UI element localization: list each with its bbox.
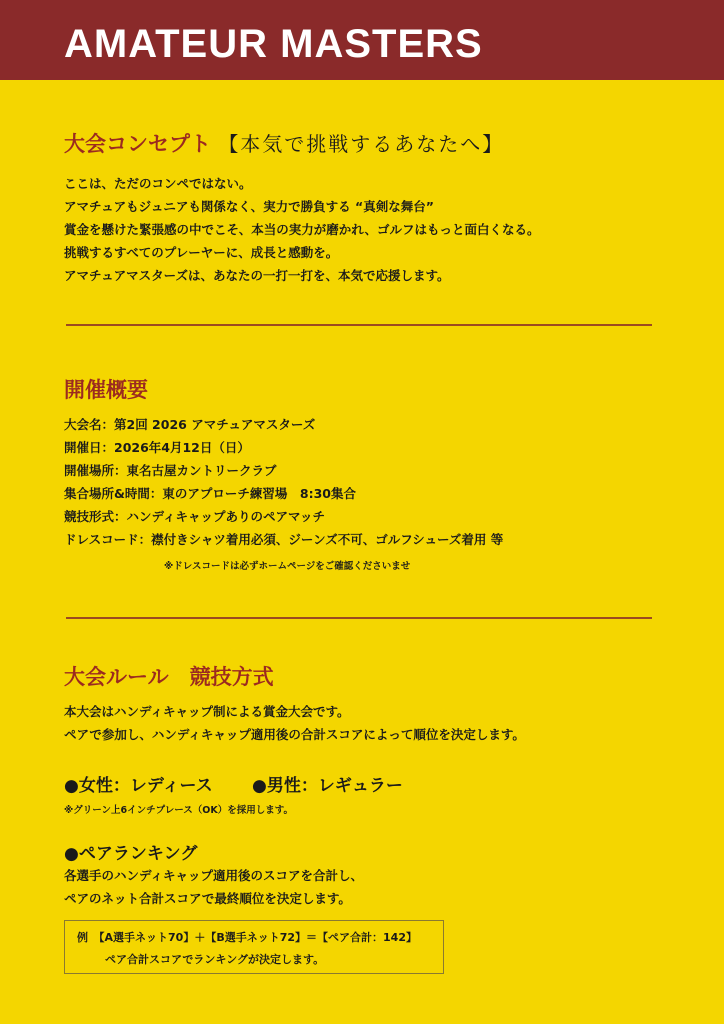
concept-line: アマチュアもジュニアも関係なく、実力で勝負する “真剣な舞台” xyxy=(64,199,434,214)
concept-line: アマチュアマスターズは、あなたの一打一打を、本気で応援します。 xyxy=(64,268,450,283)
tees-men: ●男性：レギュラー xyxy=(252,776,403,796)
overview-line: 大会名：第2回 2026 アマチュアマスターズ xyxy=(64,417,316,432)
ranking-line: 各選手のハンディキャップ適用後のスコアを合計し、 xyxy=(64,868,364,883)
section-divider xyxy=(66,617,652,619)
concept-title: 大会コンセプト xyxy=(64,132,211,156)
example-box xyxy=(64,920,444,974)
rules-line: ペアで参加し、ハンディキャップ適用後の合計スコアによって順位を決定します。 xyxy=(64,727,525,742)
example-line: 例 【A選手ネット70】＋【B選手ネット72】＝【ペア合計：142】 xyxy=(77,931,417,944)
ranking-title: ●ペアランキング xyxy=(64,844,198,864)
rules-title: 大会ルール 競技方式 xyxy=(64,665,274,689)
example-line: ペア合計スコアでランキングが決定します。 xyxy=(105,953,325,966)
rules-intro xyxy=(64,700,525,746)
overview-title: 開催概要 xyxy=(64,378,148,402)
overview-line: 競技形式：ハンディキャップありのペアマッチ xyxy=(64,509,326,524)
header-banner xyxy=(0,0,724,80)
concept-heading xyxy=(64,130,504,158)
rules-line: 本大会はハンディキャップ制による賞金大会です。 xyxy=(64,704,350,719)
concept-text xyxy=(64,172,540,287)
concept-line: ここは、ただのコンペではない。 xyxy=(64,176,252,191)
overview-line: ドレスコード：襟付きシャツ着用必須、ジーンズ不可、ゴルフシューズ着用 等 xyxy=(64,532,504,547)
ranking-text xyxy=(64,864,363,910)
tees-women: ●女性：レディース xyxy=(64,776,213,796)
overview-line: 開催場所：東名古屋カントリークラブ xyxy=(64,463,277,478)
concept-line: 賞金を懸けた緊張感の中でこそ、本当の実力が磨かれ、ゴルフはもっと面白くなる。 xyxy=(64,222,540,237)
overview-line: 集合場所&時間：東のアプローチ練習場 8:30集合 xyxy=(64,486,356,501)
overview-details xyxy=(64,413,503,551)
section-divider xyxy=(66,324,652,326)
concept-line: 挑戦するすべてのプレーヤーに、成長と感動を。 xyxy=(64,245,339,260)
tees-note: ※グリーン上6インチプレース（OK）を採用します。 xyxy=(64,805,293,816)
page-title: AMATEUR MASTERS xyxy=(64,22,483,66)
dress-code-note: ※ドレスコードは必ずホームページをご確認くださいませ xyxy=(164,561,411,572)
overview-line: 開催日：2026年4月12日（日） xyxy=(64,440,250,455)
concept-subtitle: 【本気で挑戦するあなたへ】 xyxy=(218,132,505,156)
ranking-line: ペアのネット合計スコアで最終順位を決定します。 xyxy=(64,891,351,906)
